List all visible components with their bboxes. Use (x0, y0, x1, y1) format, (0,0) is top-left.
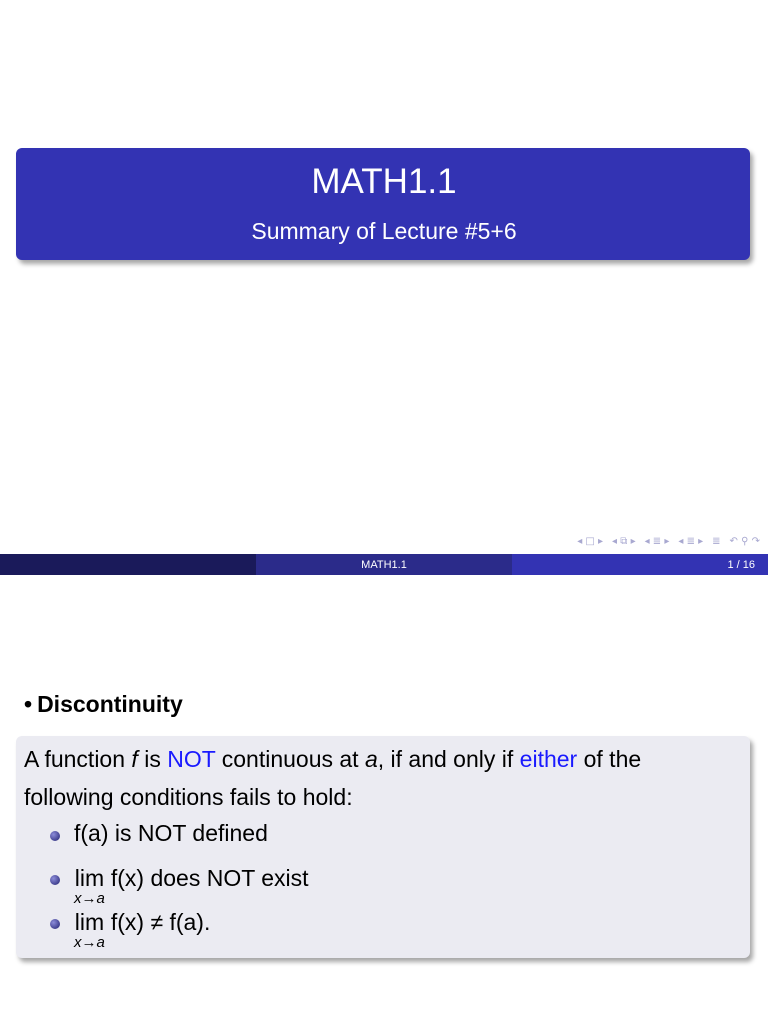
condition-item (50, 820, 268, 847)
nav-document-icon[interactable]: ≣ (712, 535, 721, 547)
limit-operator (74, 908, 105, 950)
footer-title: MATH1.1 (256, 554, 512, 575)
definition-text (24, 740, 724, 816)
slide-subtitle: Summary of Lecture #5+6 (251, 218, 517, 244)
condition-item (50, 864, 309, 906)
bullet-icon (50, 831, 60, 841)
definition-part: continuous at (215, 746, 365, 772)
limit-operator (74, 864, 105, 906)
beamer-navigation (577, 533, 760, 549)
footer-left (0, 554, 256, 575)
condition-text: f(x) does NOT exist (110, 865, 309, 891)
lim-subscript: x→a (74, 934, 105, 951)
bullet-icon (50, 875, 60, 885)
lim-word: lim (74, 909, 105, 935)
lim-subscript: x→a (74, 890, 105, 907)
section-heading (24, 689, 183, 719)
math-a: a (364, 746, 378, 772)
nav-section-icon[interactable]: ◂ ≣ ▸ (644, 535, 670, 547)
footer-bar (0, 554, 768, 575)
definition-part: , if and only if (377, 746, 520, 772)
definition-part: of the following conditions fails to hold: (24, 746, 642, 810)
definition-part: is (137, 746, 168, 772)
condition-text: f(x) ≠ f(a). (110, 909, 211, 935)
condition-item (50, 908, 210, 950)
lim-word: lim (74, 865, 105, 891)
slide-title: MATH1.1 (311, 162, 457, 201)
page-number: 1 / 16 (512, 554, 768, 575)
definition-part: A function (24, 746, 132, 772)
heading-bullet: • (24, 691, 33, 717)
bullet-icon (50, 919, 60, 929)
heading-text: Discontinuity (37, 691, 183, 717)
nav-frame-icon[interactable]: ◂ □ ▸ (577, 535, 604, 547)
condition-text: f(a) is NOT defined (74, 820, 268, 846)
slide-2 (0, 576, 768, 1024)
nav-search-icon[interactable]: ↶ ⚲ ↷ (729, 535, 760, 547)
nav-section-next-icon[interactable]: ◂ ≣ ▸ (678, 535, 704, 547)
nav-subsection-icon[interactable]: ◂ ⧉ ▸ (612, 535, 636, 547)
math-f: f (131, 746, 138, 772)
emphasis-either: either (519, 746, 578, 772)
emphasis-not: NOT (167, 746, 216, 772)
